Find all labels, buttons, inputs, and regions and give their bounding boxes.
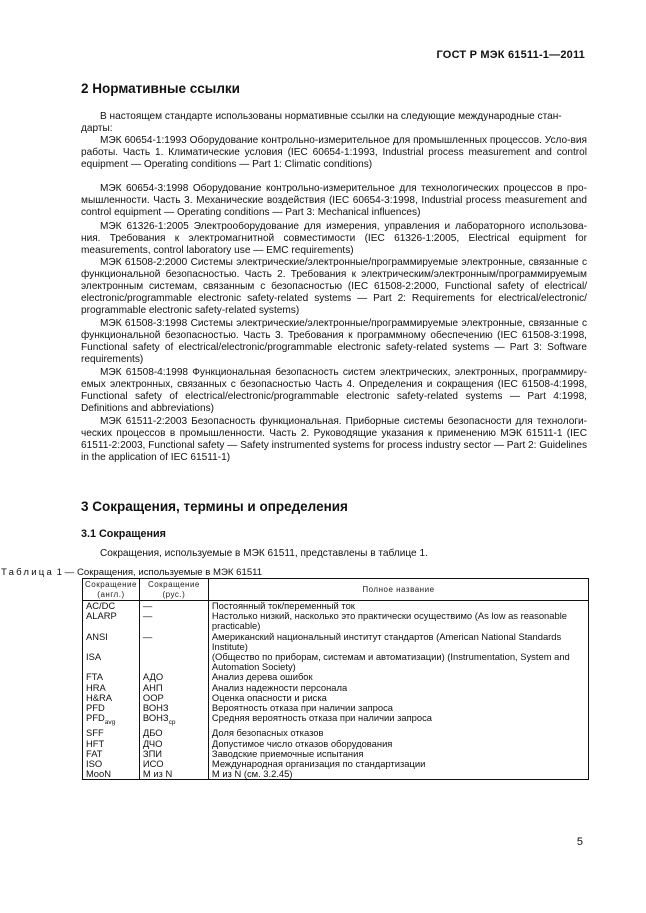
cell-abbrev-en: HFT <box>83 739 140 749</box>
cell-full-name: Анализ надежности персонала <box>208 683 588 693</box>
cell-full-name: М из N (см. 3.2.45) <box>208 769 588 780</box>
cell-abbrev-ru: АДО <box>139 672 208 682</box>
cell-abbrev-en: ISO <box>83 759 140 769</box>
intro-line-2: дарты: <box>81 123 113 134</box>
cell-abbrev-ru: ООР <box>139 693 208 703</box>
cell-abbrev-ru: АНП <box>139 683 208 693</box>
cell-abbrev-ru <box>139 652 208 672</box>
cell-abbrev-en: $PFD_{avg}$ <box>83 713 140 728</box>
table-header-row <box>83 579 589 601</box>
header-full-name: Полное название <box>208 579 588 601</box>
cell-abbrev-ru: — <box>139 632 208 652</box>
cell-full-name: Постоянный ток/переменный ток <box>208 601 588 612</box>
table-caption-text: 1 — Сокращения, используемые в МЭК 61511 <box>54 567 263 578</box>
cell-abbrev-ru: ДБО <box>139 728 208 738</box>
cell-full-name: Международная организация по стандартизации <box>208 759 588 769</box>
table-intro: Сокращения, используемые в МЭК 61511, представлены в таблице 1. <box>100 548 428 559</box>
table-row <box>83 713 589 728</box>
table-caption <box>1 567 262 578</box>
cell-abbrev-ru: — <box>139 601 208 612</box>
cell-full-name: Доля безопасных отказов <box>208 728 588 738</box>
cell-full-name: Анализ дерева ошибок <box>208 672 588 682</box>
cell-abbrev-en: H&RA <box>83 693 140 703</box>
reference-61508-4: МЭК 61508-4:1998 Функциональная безопасность систем электрических, электронных, программиру-емых электронных, связанных с безопасностью Часть 4. Определения и сокращения (IEC 61508-4:1998, Functional safety of electrical/electronic/programmable electronic safety-related systems — Part 4:1998, Definitions and abbreviations) <box>81 367 587 415</box>
reference-61508-3: МЭК 61508-3:1998 Системы электрические/электронные/программируемые электронные, связанные с функциональной безопасностью. Часть 3. Требования к программному обеспечению (IEC 61508-3:1998, Functional safety of electrical/electronic/programmable electronic safety-related systems — Part 3: Software requirements) <box>81 318 587 366</box>
table-row <box>83 632 589 652</box>
cell-abbrev-en: ISA <box>83 652 140 672</box>
cell-full-name: Вероятность отказа при наличии запроса <box>208 703 588 713</box>
table-row <box>83 769 589 780</box>
header-abbrev-ru: Сокращение (рус.) <box>139 579 208 601</box>
cell-full-name: Заводские приемочные испытания <box>208 749 588 759</box>
cell-abbrev-ru: ВОНЗ <box>139 703 208 713</box>
cell-abbrev-ru: ДЧО <box>139 739 208 749</box>
cell-abbrev-en: SFF <box>83 728 140 738</box>
cell-abbrev-en: MooN <box>83 769 140 780</box>
cell-abbrev-ru: М из N <box>139 769 208 780</box>
cell-abbrev-en: FAT <box>83 749 140 759</box>
cell-abbrev-ru: — <box>139 611 208 631</box>
cell-full-name: Настолько низкий, насколько это практически осуществимо (As low as reasonable practicable) <box>208 611 588 631</box>
cell-full-name: Средняя вероятность отказа при наличии запроса <box>208 713 588 728</box>
cell-abbrev-ru: ЗПИ <box>139 749 208 759</box>
intro-line-1: В настоящем стандарте использованы нормативные ссылки на следующие международные стан- <box>100 111 562 122</box>
cell-abbrev-ru: $ВОНЗ_{ср}$ <box>139 713 208 728</box>
cell-abbrev-ru: ИСО <box>139 759 208 769</box>
abbreviations-table <box>82 578 589 780</box>
table-row <box>83 652 589 672</box>
cell-abbrev-en: PFD <box>83 703 140 713</box>
reference-60654-3: МЭК 60654-3:1998 Оборудование контрольно-измерительное для технологических процессов в про-мышленности. Часть 3. Механические воздействия (IEC 60654-3:1998, Industrial process measurement and control equipment — Operating conditions — Part 3: Mechanical influences) <box>81 183 587 219</box>
page-number: 5 <box>576 836 583 848</box>
subsection-3-1-title: 3.1 Сокращения <box>81 528 166 540</box>
reference-61508-2: МЭК 61508-2:2000 Системы электрические/электронные/программируемые электронные, связанные с функциональной безопасностью. Часть 2. Требования к электрическим/электронным/программируемым электронным системам, связанным с безопасностью (IEC 61508-2:2000, Functional safety of electrical/ electronic/programmable electronic safety-related systems — Part 2: Requirements for electrical/electronic/ programmable electronic safety-related systems) <box>81 257 587 317</box>
cell-abbrev-en: ALARP <box>83 611 140 631</box>
cell-full-name: Американский национальный институт стандартов (American National Standards Institute) <box>208 632 588 652</box>
reference-60654-1: МЭК 60654-1:1993 Оборудование контрольно-измерительное для промышленных процессов. Усло-вия работы. Часть 1. Климатические условия (IEC 60654-1:1993, Industrial process measurement and control equipment — Operating conditions — Part 1: Climatic conditions) <box>81 135 587 171</box>
reference-61326-1: МЭК 61326-1:2005 Электрооборудование для измерения, управления и лабораторного использова-ния. Требования к электромагнитной совместимости (IEC 61326-1:2005, Electrical equipment for measurements, control laboratory use — EMC requirements) <box>81 221 587 257</box>
cell-abbrev-en: AC/DC <box>83 601 140 612</box>
table-caption-word: Таблица <box>1 567 55 578</box>
cell-abbrev-en: FTA <box>83 672 140 682</box>
cell-full-name: Допустимое число отказов оборудования <box>208 739 588 749</box>
section-3-title: 3 Сокращения, термины и определения <box>81 499 348 514</box>
cell-abbrev-en: HRA <box>83 683 140 693</box>
cell-full-name: (Общество по приборам, системам и автоматизации) (Instrumentation, System and Automation Society) <box>208 652 588 672</box>
table-row <box>83 611 589 631</box>
document-id: ГОСТ Р МЭК 61511-1—2011 <box>436 49 585 61</box>
cell-abbrev-en: ANSI <box>83 632 140 652</box>
cell-full-name: Оценка опасности и риска <box>208 693 588 703</box>
header-abbrev-en: Сокращение (англ.) <box>83 579 140 601</box>
section-2-title: 2 Нормативные ссылки <box>81 81 240 96</box>
reference-61511-2: МЭК 61511-2:2003 Безопасность функциональная. Приборные системы безопасности для технологи-ческих процессов в промышленности. Часть 2. Руководящие указания к применению МЭК 61511-1 (IEC 61511-2:2003, Functional safety — Safety instrumented systems for process industry sector — Part 2: Guidelines in the application of IEC 61511-1) <box>81 416 587 464</box>
